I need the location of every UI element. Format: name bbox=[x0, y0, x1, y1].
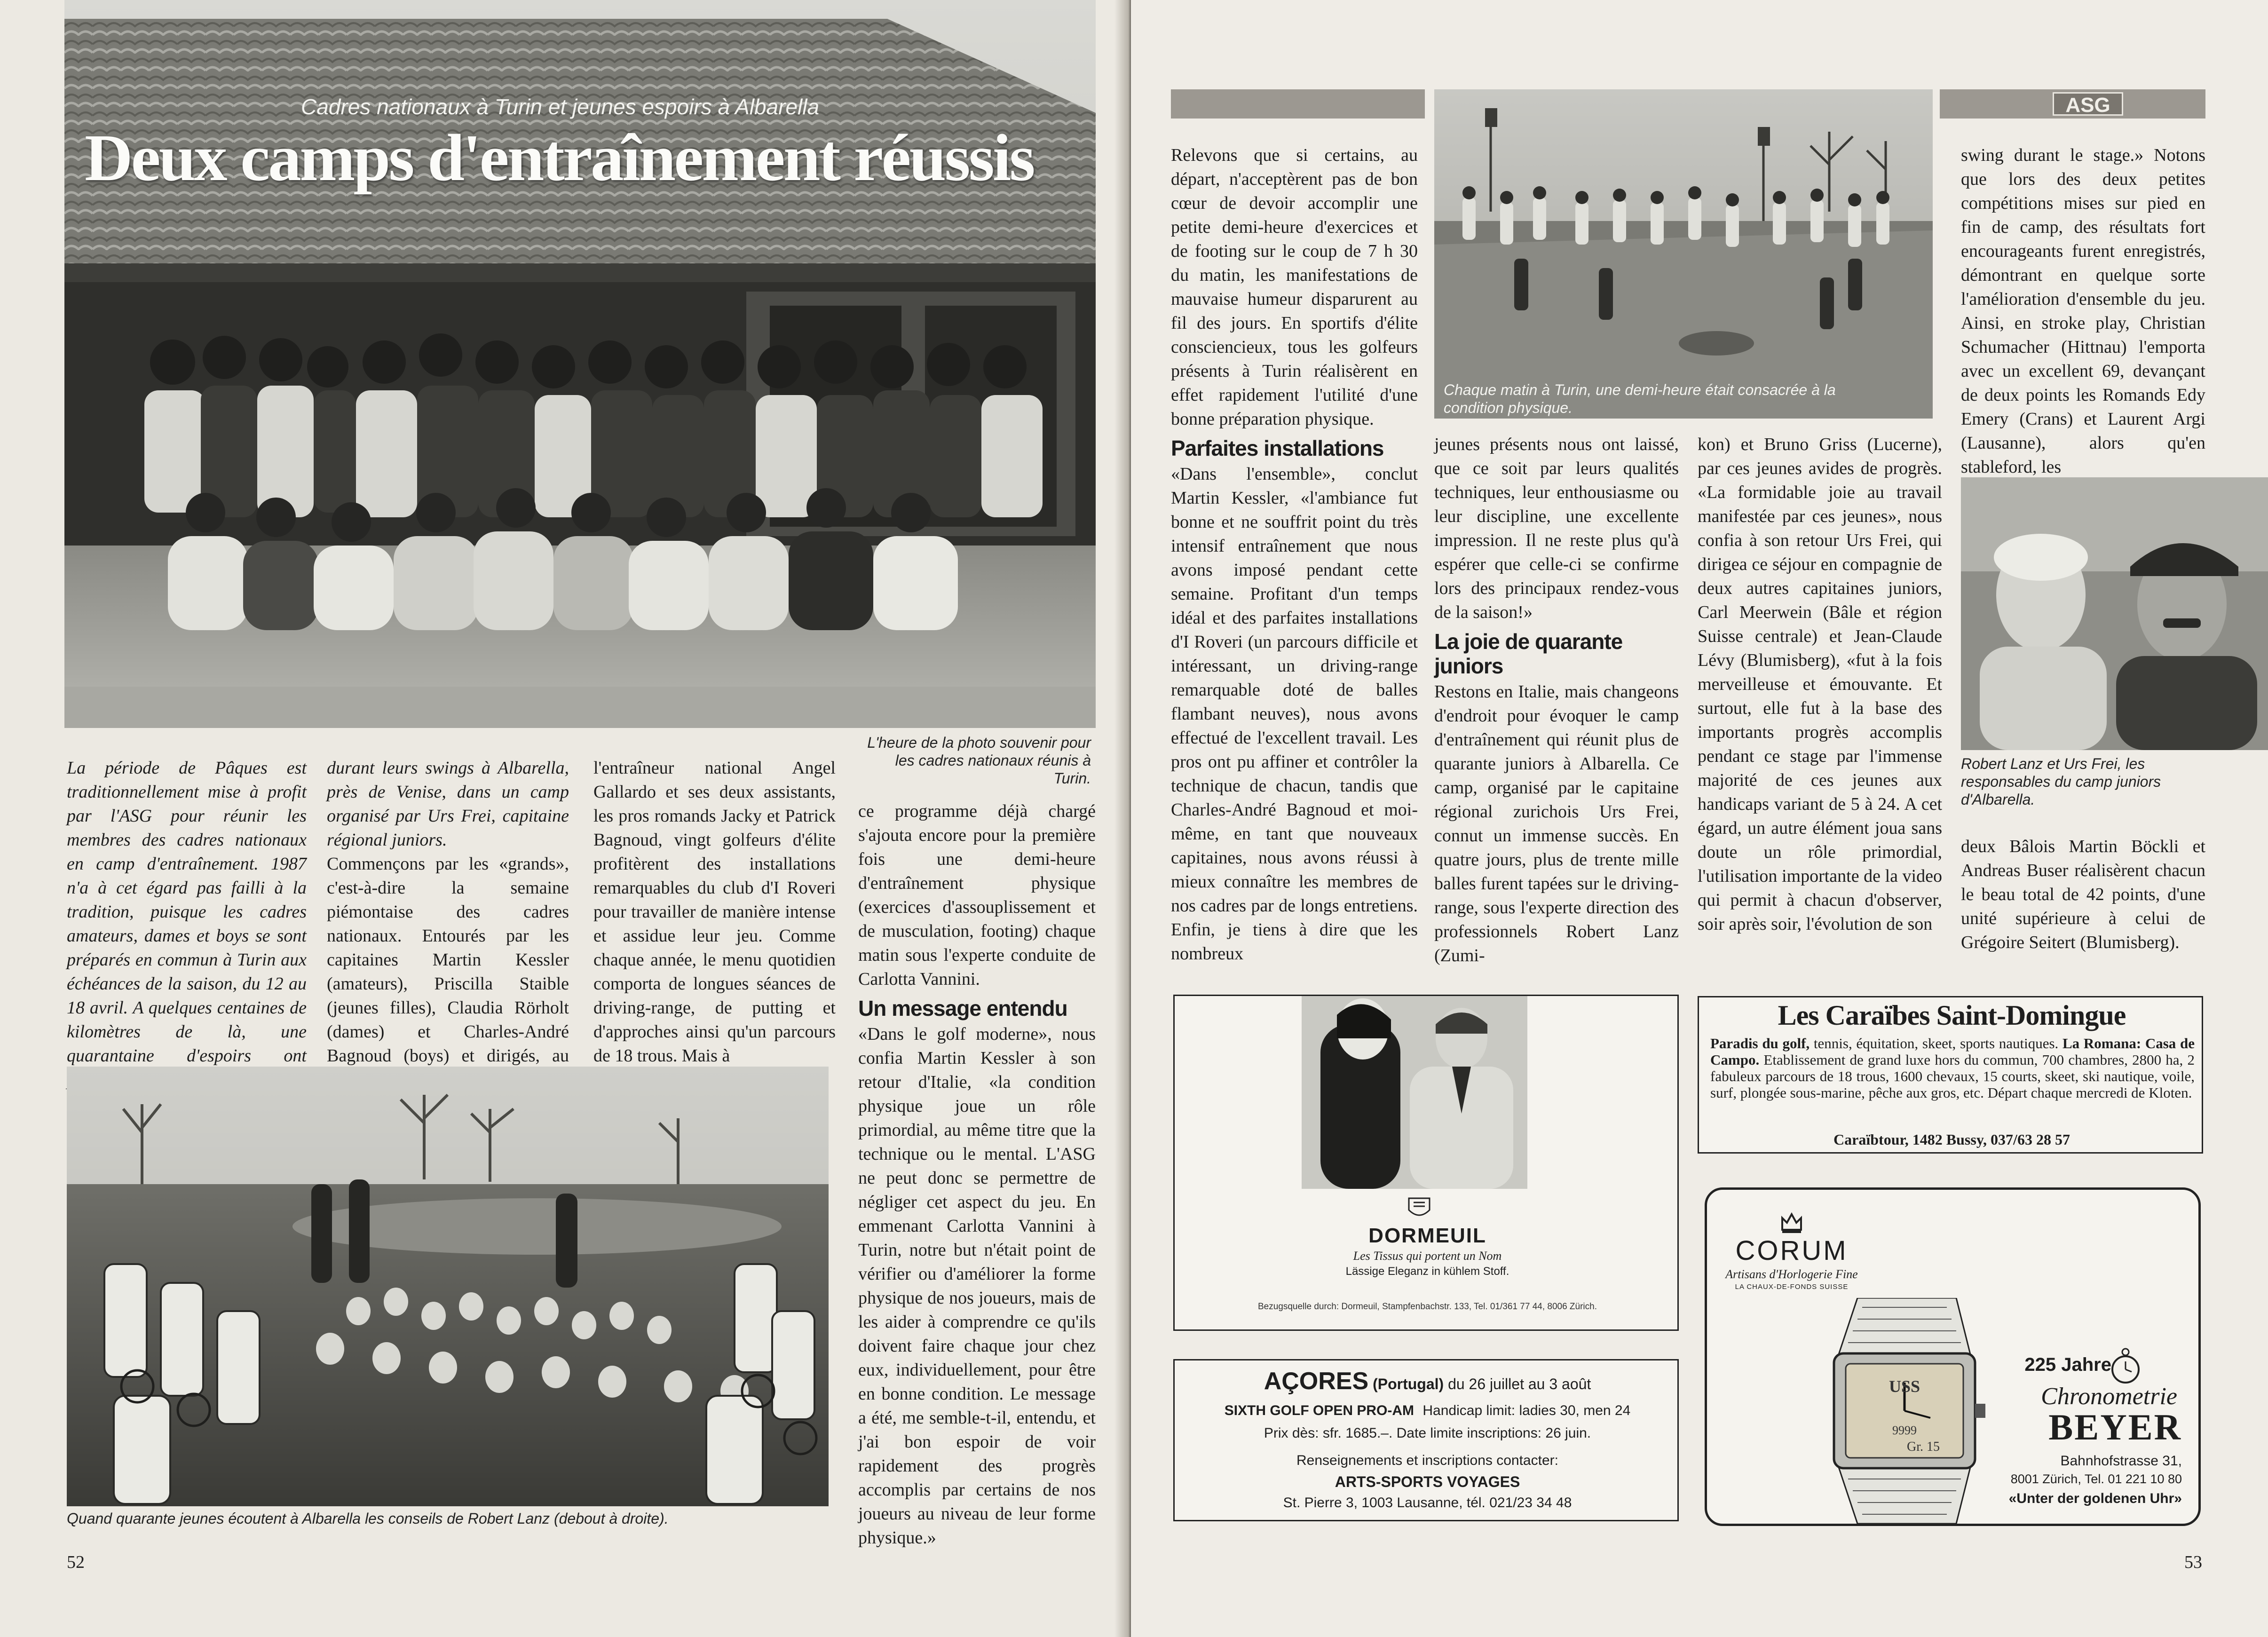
left-column-2 bbox=[327, 756, 569, 1092]
ad-corum-beyer[interactable] bbox=[1705, 1187, 2201, 1526]
left-column-4 bbox=[858, 799, 1096, 1550]
acores-contact-label: Renseignements et inscriptions contacter: bbox=[1296, 1453, 1558, 1468]
turin-exercise-image bbox=[1434, 89, 1933, 419]
kicker: Cadres nationaux à Turin et jeunes espoirs à Albarella bbox=[301, 95, 820, 119]
albarella-photo-image bbox=[67, 1067, 829, 1506]
albarella-photo bbox=[67, 1067, 829, 1506]
page-number-right: 53 bbox=[2184, 1552, 2202, 1572]
portrait-caption: Robert Lanz et Urs Frei, les responsables du camp juniors d'Albarella. bbox=[1961, 755, 2161, 808]
caraibes-line1-bold: Paradis du golf, bbox=[1710, 1035, 1810, 1052]
caraibes-title: Les Caraïbes Saint-Domingue bbox=[1778, 1000, 2126, 1031]
dormeuil-tagline: Les Tissus qui portent un Nom bbox=[1353, 1249, 1502, 1263]
ad-caraibes[interactable] bbox=[1698, 996, 2203, 1154]
page-number-left: 52 bbox=[67, 1552, 85, 1572]
dial-weight-text: Gr. 15 bbox=[1907, 1439, 1940, 1454]
beyer-name: BEYER bbox=[2048, 1407, 2182, 1447]
beyer-anniversary: 225 Jahre bbox=[2024, 1354, 2111, 1375]
top-photo-caption: L'heure de la photo souvenir pour les cadres nationaux réunis à Turin. bbox=[867, 734, 1091, 787]
dormeuil-source: Bezugsquelle durch: Dormeuil, Stampfenbachstr. 133, Tel. 01/361 77 44, 8006 Zürich. bbox=[1257, 1302, 1597, 1312]
header-band-left bbox=[1171, 89, 1425, 119]
dormeuil-brand: DORMEUIL bbox=[1368, 1224, 1486, 1247]
portrait-image bbox=[1961, 477, 2268, 750]
right-page bbox=[1131, 0, 2268, 1637]
dormeuil-photo bbox=[1302, 996, 1527, 1189]
col4-body: «Dans le golf moderne», nous confia Martin Kessler à son retour d'Italie, «la condition physique joue un rôle primordial, au même titre que la technique ou le mental. L'ASG ne peut donc se permettre de négliger cet aspect du jeu. En emmenant Carlotta Vannini à Turin, notre but n'était point de vérifier ou d'améliorer la forme physique de nos joueurs, mais de les aider à comprendre ce qu'ils doivent faire chaque jour chez eux, individuellement, pour être en bonne condition. Le message a été, me semble-t-il, entendu, et j'ai bon espoir de voir rapidement des progrès accomplis par certains de nos joueurs au niveau de leur forme physique.» bbox=[858, 1024, 1096, 1548]
right-column-1 bbox=[1171, 143, 1418, 966]
acores-title-line bbox=[1175, 1367, 1679, 1395]
subhead-juniors: La joie de quarante juniors bbox=[1434, 629, 1623, 678]
acores-title: AÇORES bbox=[1264, 1368, 1369, 1395]
acores-handicap: Handicap limit: ladies 30, men 24 bbox=[1422, 1403, 1631, 1418]
beyer-script: Chronometrie bbox=[2041, 1383, 2177, 1410]
acores-event: SIXTH GOLF OPEN PRO-AM bbox=[1224, 1403, 1415, 1418]
section-tag: ASG bbox=[2053, 92, 2123, 116]
corum-brand: CORUM bbox=[1735, 1235, 1848, 1266]
caraibes-line2-bold: La Romana: Casa de Campo. bbox=[1710, 1035, 2195, 1068]
left-column-3: l'entraîneur national Angel Gallardo et ses deux assistants, les pros romands Jacky et Patrick Bagnoud, vingt golfeurs d'élite profitèrent des installations remarquables du club d'I Roveri pour travailler de manière intense et assidue leur jeu. Comme chaque année, le menu quotidien comporta de longues séances de driving-range, de putting et d'approches ainsi qu'un parcours de 18 trous. Mais à bbox=[593, 758, 836, 1066]
col4-top: ce programme déjà chargé s'ajouta encore pour la première fois une demi-heure d'entraînement physique (exercices d'assouplissement et de musculation, footing) chaque matin sous l'experte conduite de Carlotta Vannini. bbox=[858, 801, 1096, 989]
caraibes-footer: Caraïbtour, 1482 Bussy, 037/63 28 57 bbox=[1833, 1131, 2070, 1148]
dial-top-text: USS bbox=[1889, 1377, 1920, 1396]
acores-address: St. Pierre 3, 1003 Lausanne, tél. 021/23 34 48 bbox=[1283, 1495, 1572, 1510]
crown-icon bbox=[1778, 1209, 1806, 1237]
corum-subtitle: Artisans d'Horlogerie Fine bbox=[1725, 1267, 1858, 1281]
ad-acores[interactable] bbox=[1173, 1359, 1679, 1521]
acores-event-line bbox=[1175, 1403, 1679, 1419]
intro-paragraph: La période de Pâques est traditionnellement mise à profit par l'ASG pour réunir les membres des cadres nationaux en camp d'entraînement. 1987 n'a à cet égard pas failli à la tradition, puisque les cadres amateurs, dames et boys se sont préparés en commun à Turin aux échéances de la saison, du 12 au 18 avril. A quelques centaines de kilomètres de là, une quarantaine d'espoirs ont bbox=[67, 758, 307, 1066]
caraibes-line2-rest: Etablissement de grand luxe hors du commun, 700 chambres, 2800 ha, 2 fabuleux parcours de 18 trous, 1600 chevaux, 15 courts, skeet, ski nautique, voile, surf, plongée sous-marine, pêche aux gros, etc. Départ chaque mercredi de Kloten. bbox=[1710, 1052, 2195, 1101]
dormeuil-crest-icon bbox=[1405, 1196, 1433, 1222]
right-column-4-bottom: deux Bâlois Martin Böckli et Andreas Buser réalisèrent chacun le beau total de 42 points, d'une unité supérieure à celui de Grégoire Seitert (Blumisberg). bbox=[1961, 837, 2205, 952]
ad-dormeuil[interactable] bbox=[1173, 995, 1679, 1331]
beyer-street: Bahnhofstrasse 31, bbox=[2060, 1453, 2182, 1469]
right-col1-body: «Dans l'ensemble», conclut Martin Kessler, «l'ambiance fut bonne et ne souffrit point du très intensif entraînement que nous avons imposé pendant cette semaine. Profitant d'un temps idéal et des parfaites installations d'I Roveri (un parcours difficile et intéressant, un driving-range remarquable doté de balles flambant neuves), nous avons effectué de l'excellent travail. Les pros ont pu affiner et contrôler la technique de chacun, tandis que Charles-André Bagnoud et moi-même, en tant que nouveaux capitaines, nous avons réussi à mieux connaître les membres de nos cadres par de longs entretiens. Enfin, je tiens à dire que les nombreux bbox=[1171, 464, 1418, 964]
subhead-message: Un message entendu bbox=[858, 996, 1067, 1020]
left-page bbox=[0, 0, 1126, 1637]
portrait-photo bbox=[1961, 477, 2268, 750]
caraibes-body bbox=[1710, 1035, 2195, 1101]
acores-prices: Prix dès: sfr. 1685.–. Date limite inscriptions: 26 juin. bbox=[1264, 1425, 1591, 1441]
right-column-2 bbox=[1434, 433, 1679, 968]
beyer-slogan: «Unter der goldenen Uhr» bbox=[2008, 1491, 2182, 1506]
acores-title-suffix: (Portugal) bbox=[1373, 1376, 1444, 1392]
beyer-city: 8001 Zürich, Tel. 01 221 10 80 bbox=[2010, 1472, 2182, 1486]
right-col2-body: Restons en Italie, mais changeons d'endroit pour évoquer le camp d'entraînement qui réunit plus de quarante juniors à Albarella. Ce camp, organisé par le capitaine régional zurichois Urs Frei, connut un immense succès. En quatre jours, plus de trente mille balles furent tapées sur le driving-range, sous l'experte direction des professionnels Robert Lanz (Zumi- bbox=[1434, 682, 1679, 965]
right-col2-top: jeunes présents nous ont laissé, que ce soit par leurs qualités techniques, leur enthousiasme ou leur discipline, une excellente impression. Il ne reste plus qu'à espérer que celle-ci se confirme lors des principaux rendez-vous de la saison!» bbox=[1434, 435, 1679, 622]
right-column-4-top: swing durant le stage.» Notons que lors des deux petites compétitions mises sur pied en fin de camp, des résultats fort encourageants furent enregistrés, démontrant en quelque sorte l'amélioration d'ensemble du jeu. Ainsi, en stroke play, Christian Schumacher (Hittnau) l'emporta avec un excellent 69, devançant de deux points les Romands Edy Emery (Crans) et Laurent Argi (Lausanne), alors qu'en stableford, les bbox=[1961, 145, 2205, 477]
dormeuil-tagline-de: Lässige Eleganz in kühlem Stoff. bbox=[1345, 1265, 1509, 1278]
turin-exercise-photo bbox=[1434, 89, 1933, 419]
corum-origin: LA CHAUX-DE-FONDS SUISSE bbox=[1735, 1283, 1849, 1291]
col2-body: Commençons par les «grands», c'est-à-dire la semaine piémontaise des cadres nationaux. Entourés par les capitaines Martin Kessler (amateurs), Priscilla Staible (jeunes filles), Claudia Rörholt (dames) et Charles-André Bagnoud (boys) et dirigés, au bbox=[327, 854, 569, 1066]
right-col1-top: Relevons que si certains, au départ, n'acceptèrent pas de bon cœur de devoir accomplir une petite demi-heure d'exercices et de footing sur le coup de 7 h 30 du matin, les manifestations de mauvaise humeur disparurent au fil des jours. En sportifs d'élite consciencieux, tous les golfeurs présents à Turin réalisèrent en effet rapidement l'utilité d'une bonne préparation physique. bbox=[1171, 145, 1418, 429]
subhead-installations: Parfaites installations bbox=[1171, 436, 1384, 460]
headline: Deux camps d'entraînement réussis bbox=[85, 120, 1034, 195]
col2-intro: durant leurs swings à Albarella, près de Venise, dans un camp organisé par Urs Frei, capitaine régional juniors. bbox=[327, 758, 569, 850]
caraibes-line1-rest: tennis, équitation, skeet, sports nautiques. bbox=[1813, 1035, 2059, 1052]
bottom-photo-caption: Quand quarante jeunes écoutent à Albarella les conseils de Robert Lanz (debout à droite). bbox=[67, 1510, 669, 1527]
right-column-3: kon) et Bruno Griss (Lucerne), par ces jeunes avides de progrès. «La formidable joie au travail manifestée par ces jeunes», nous confia à son retour Urs Frei, qui dirigea ce séjour en compagnie de deux autres capitaines juniors, Carl Meerwein (Bâle et région Suisse centrale) et Jean-Claude Lévy (Blumisberg), «fut à la fois merveilleuse et émouvante. Et surtout, elle fut à la base des importants progrès accomplis pendant ce stage par l'immense majorité de ces jeunes aux handicaps variant de 5 à 24. A cet égard, un autre élément joua sans doute un rôle primordial, l'utilisation importante de la video qui permit à chacun d'observer, soir après soir, l'évolution de son bbox=[1698, 435, 1942, 934]
watch-illustration bbox=[1806, 1298, 2003, 1524]
center-photo-caption: Chaque matin à Turin, une demi-heure était consacrée à la condition physique. bbox=[1444, 381, 1836, 416]
dial-purity-text: 9999 bbox=[1892, 1423, 1917, 1437]
acores-agency: ARTS-SPORTS VOYAGES bbox=[1335, 1473, 1520, 1490]
pocket-watch-icon bbox=[2109, 1347, 2142, 1385]
acores-dates: du 26 juillet au 3 août bbox=[1448, 1376, 1591, 1392]
